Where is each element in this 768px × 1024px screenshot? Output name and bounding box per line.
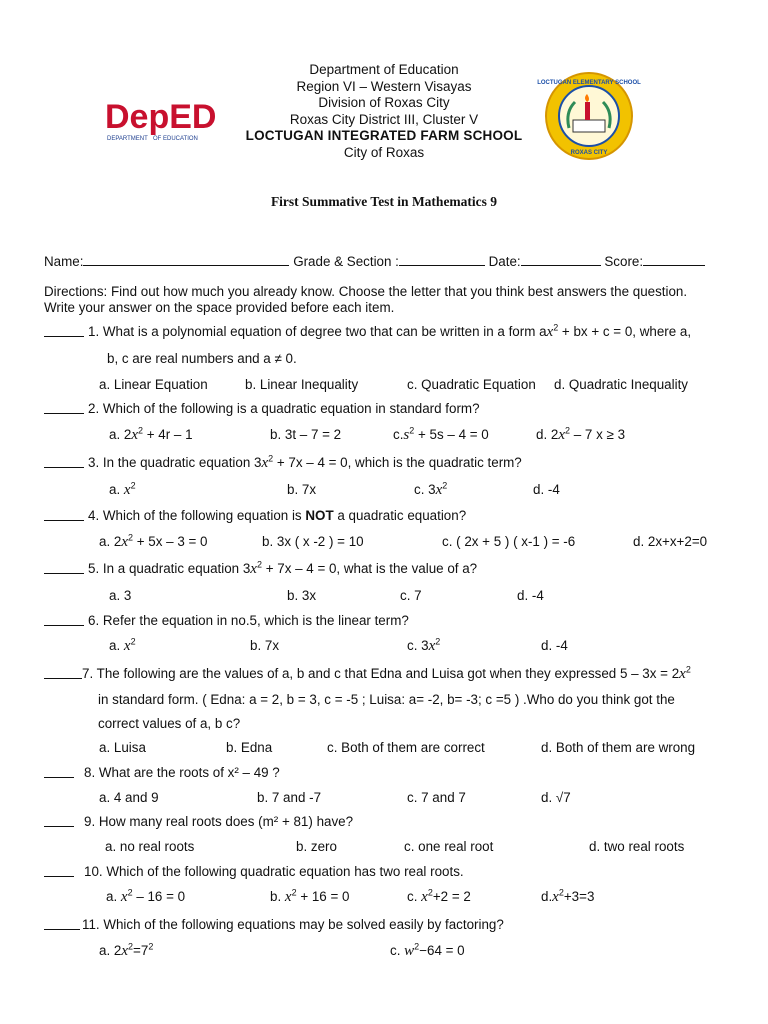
directions-line-1: Directions: Find out how much you already know. Choose the letter that you think best answers the question. [44,284,688,299]
question-8: 8. What are the roots of x² – 49 ? [84,765,280,780]
name-label: Name: [44,254,84,269]
question-7-line-2: in standard form. ( Edna: a = 2, b = 3, c = -5 ; Luisa: a= -2, b= -3; c =5 ) .Who do you think got the [98,692,675,707]
header-block [234,62,534,162]
header-department: Department of Education [309,62,459,77]
header-district: Roxas City District III, Cluster V [289,111,479,127]
answer-blank-5[interactable] [44,561,84,574]
name-field[interactable] [83,253,289,266]
score-label: Score: [604,254,644,269]
school-seal [537,72,641,160]
answer-blank-2[interactable] [44,401,84,414]
q5-option-b: b. 3x [287,588,317,603]
question-9: 9. How many real roots does (m² + 81) have? [84,814,354,829]
q8-option-a: a. 4 and 9 [99,790,159,805]
q2-option-b: b. 3t – 7 = 2 [270,427,342,442]
q4-option-a: a. $2x^2 + 5x - 3 = 0$ [99,532,208,550]
student-info-line [44,253,705,269]
header-division: Division of Roxas City [318,95,450,111]
answer-blank-4[interactable] [44,508,84,521]
q2-option-a: a. $2x^2 + 4r - 1$ [109,425,193,443]
q10-option-b: b. $x^2 + 16 = 0$ [270,887,350,905]
test-title: First Summative Test in Mathematics 9 [270,194,498,209]
header-school: LOCTUGAN INTEGRATED FARM SCHOOL [245,128,523,144]
svg-text:DepED: DepED [105,98,217,136]
answer-blank-11[interactable] [44,917,80,930]
answer-blank-3[interactable] [44,455,84,468]
question-11: 11. Which of the following equations may be solved easily by factoring? [82,917,504,932]
q7-option-a: a. Luisa [99,740,146,755]
q11-option-a: a. $2x^2=7^2$ [99,941,154,959]
q9-option-b: b. zero [296,839,337,854]
q3-option-b: b. 7x [287,482,317,497]
answer-blank-7[interactable] [44,666,82,679]
date-field[interactable] [521,253,601,266]
svg-text:DEPARTMENT: DEPARTMENT [107,136,148,142]
directions-line-2: Write your answer on the space provided before each item. [44,300,395,315]
question-6: 6. Refer the equation in no.5, which is the linear term? [88,613,409,628]
q6-option-c: c. $3x^2$ [407,636,441,654]
q1-option-d: d. Quadratic Inequality [554,377,688,392]
q10-option-d: $d.x^2+3=3$ [541,887,595,905]
q7-option-c: c. Both of them are correct [327,740,485,755]
question-1: 1. What is a polynomial equation of degree two that can be written in a form $ax^2$ + bx + c = 0, where a, [88,322,692,340]
q3-option-a: a. $x^2$ [109,480,136,498]
question-7: 7. The following are the values of a, b and c that Edna and Luisa got when they expressed $5 - 3x = 2x^2$ [82,664,691,682]
q5-option-a: a. 3 [109,588,132,603]
q7-option-d: d. Both of them are wrong [541,740,696,755]
q10-option-c: c. $x^2+2 = 2$ [407,887,471,905]
q6-option-b: b. 7x [250,638,280,653]
q5-option-d: d. -4 [517,588,544,603]
question-2: 2. Which of the following is a quadratic equation in standard form? [88,401,480,416]
q4-option-d: d. 2x+x+2=0 [633,534,708,549]
q9-option-d: d. two real roots [589,839,685,854]
svg-text:ROXAS CITY: ROXAS CITY [570,150,608,156]
q10-option-a: a. $x^2 - 16 = 0$ [106,887,186,905]
q6-option-d: d. -4 [541,638,568,653]
grade-field[interactable] [399,253,485,266]
date-label: Date: [488,254,521,269]
q4-option-b: b. 3x ( x -2 ) = 10 [262,534,364,549]
question-1-line-2: b, c are real numbers and a ≠ 0. [107,351,297,366]
q8-option-d: d. √7 [541,790,571,805]
question-5: 5. In a quadratic equation $3x^2 + 7x - 4 = 0$, what is the value of a? [88,559,478,577]
svg-text:LOCTUGAN ELEMENTARY SCHOOL: LOCTUGAN ELEMENTARY SCHOOL [537,80,641,86]
answer-blank-1[interactable] [44,324,84,337]
q1-option-b: b. Linear Inequality [245,377,359,392]
q3-option-d: d. -4 [533,482,560,497]
grade-label: Grade & Section : [293,254,399,269]
q9-option-a: a. no real roots [105,839,195,854]
q3-option-c: c. $3x^2$ [414,480,448,498]
svg-text:OF EDUCATION: OF EDUCATION [153,136,198,142]
q1-option-a: a. Linear Equation [99,377,208,392]
q1-option-c: c. Quadratic Equation [407,377,536,392]
q8-option-b: b. 7 and -7 [257,790,322,805]
question-7-line-3: correct values of a, b c? [98,716,241,731]
answer-blank-6[interactable] [44,613,84,626]
question-3: 3. In the quadratic equation $3x^2 + 7x - 4 = 0$, which is the quadratic term? [88,453,522,471]
question-10: 10. Which of the following quadratic equation has two real roots. [84,864,464,879]
answer-blank-10[interactable] [44,864,74,877]
q9-option-c: c. one real root [404,839,494,854]
q11-option-c: c. $w^2-64 = 0$ [390,941,465,959]
q8-option-c: c. 7 and 7 [407,790,466,805]
q5-option-c: c. 7 [400,588,422,603]
header-city: City of Roxas [343,144,425,160]
q7-option-b: b. Edna [226,740,273,755]
q2-option-c: $c.s^2 + 5s - 4 = 0$ [393,425,489,443]
score-field[interactable] [643,253,705,266]
answer-blank-9[interactable] [44,814,74,827]
q4-option-c: c. ( 2x + 5 ) ( x-1 ) = -6 [442,534,576,549]
q6-option-a: a. $x^2$ [109,636,136,654]
answer-blank-8[interactable] [44,765,74,778]
header-region: Region VI – Western Visayas [296,78,472,94]
question-4: 4. Which of the following equation is NOT a quadratic equation? [88,508,467,523]
deped-logo [105,96,223,146]
q2-option-d: d. $2x^2 - 7$ x ≥ 3 [536,425,626,443]
